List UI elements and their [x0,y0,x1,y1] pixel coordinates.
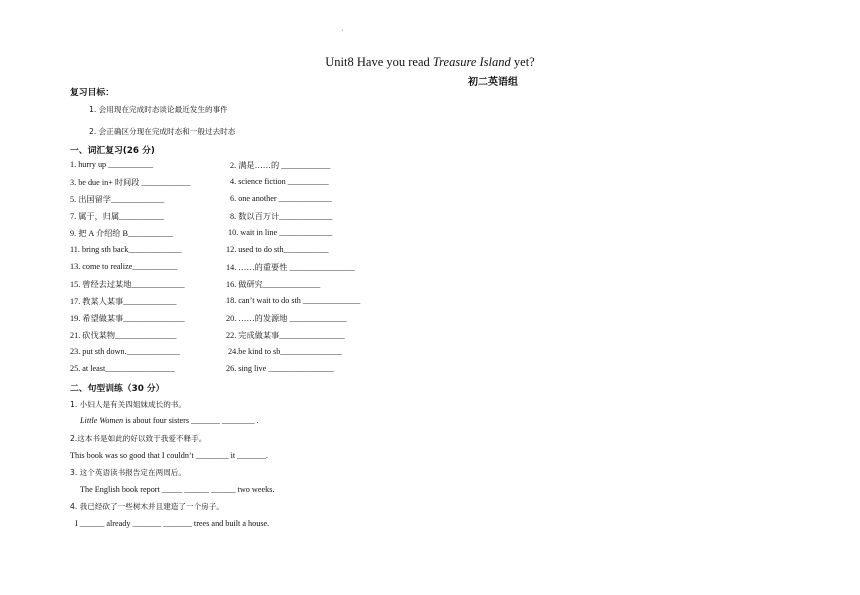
vocab-item: 15. 曾经去过某地_____________ [70,280,185,289]
vocab-heading: 一、词汇复习(26 分) [70,146,155,156]
sentence-fill: I ______ already _______ _______ trees and built a house. [75,519,270,528]
sentence-fill [80,416,259,425]
vocab-item: 18. can’t wait to do sth ______________ [226,296,361,305]
vocab-item: 21. 砍伐某物_______________ [70,331,177,340]
vocab-item: 4. science fiction __________ [230,177,329,186]
vocab-item: 1. hurry up ___________ [70,160,154,169]
sentences-heading: 二、句型训练（30 分） [70,384,165,394]
vocab-item: 14. ……的重要性 ________________ [226,263,355,272]
vocab-item: 12. used to do sth___________ [226,245,329,254]
vocab-item: 23. put sth down._____________ [70,347,180,356]
vocab-item: 13. come to realize___________ [70,262,178,271]
vocab-item: 10. wait in line _____________ [228,228,333,237]
vocab-item: 25. at least_________________ [70,364,175,373]
sentence-prompt: 3. 这个英语读书报告定在两周后。 [70,468,186,477]
vocab-item: 17. 教某人某事_____________ [70,297,177,306]
vocab-item: 7. 属于，归属___________ [70,212,165,221]
objective-item: 2. 会正确区分现在完成时态和一般过去时态 [89,127,236,136]
sentence-prompt: 2.这本书是如此的好以致于我爱不释手。 [70,434,207,443]
vocab-item: 8. 数以百万计_____________ [230,212,333,221]
sentence-fill-text: is about four sisters _______ ________ . [123,416,259,425]
sentence-prompt: 1. 小妇人是有关四姐妹成长的书。 [70,400,186,409]
objective-item: 1. 会用现在完成时态谈论最近发生的事件 [89,105,228,114]
header-mark: · [341,26,344,35]
vocab-item: 19. 希望做某事_______________ [70,314,185,323]
sentence-prompt: 4. 我已经砍了一些树木并且建造了一个房子。 [70,502,224,511]
sentence-fill: The English book report _____ ______ ______ two weeks. [80,485,275,494]
vocab-item: 6. one another _____________ [230,194,332,203]
vocab-item: 26. sing live ________________ [226,364,334,373]
title-suffix: yet? [510,55,535,69]
vocab-item: 24.be kind to sb_______________ [228,347,342,356]
vocab-item: 9. 把 A 介绍给 B___________ [70,229,174,238]
vocab-item: 2. 满是……的 ____________ [230,161,331,170]
vocab-item: 5. 出国留学_____________ [70,195,165,204]
vocab-item: 20. ……的发源地 ______________ [226,314,347,323]
vocab-item: 22. 完成做某事________________ [226,331,345,340]
sentence-fill: This book was so good that I couldn’t ________ it _______. [70,451,268,460]
page-title [0,55,860,70]
objectives-heading: 复习目标： [70,88,114,98]
book-title: Little Women [80,416,124,425]
vocab-item: 3. be due in+ 时间段 ____________ [70,178,191,187]
vocab-item: 11. bring sth back_____________ [70,245,182,254]
title-prefix: Unit8 Have you read [325,55,433,69]
title-book-name: Treasure Island [432,55,511,69]
vocab-item: 16. 做研究______________ [226,280,321,289]
group-label: 初二英语组 [468,77,518,88]
